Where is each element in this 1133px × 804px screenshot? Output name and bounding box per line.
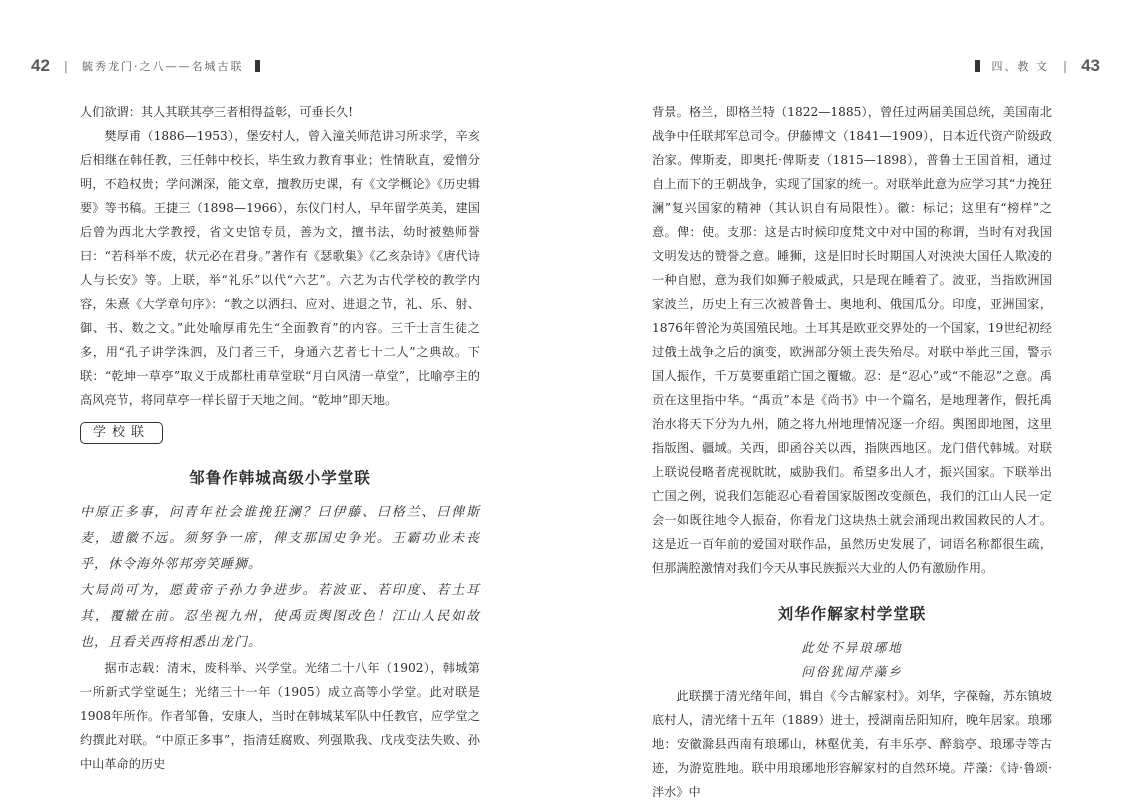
couplet-line: 大局尚可为，愿黄帝子孙力争进步。若波亚、若印度、若土耳其，覆辙在前。忍坐视九州，使禹贡舆图改色！江山人民如故也，且看关西将相悉出龙门。 [80, 583, 480, 650]
paragraph: 背景。格兰，即格兰特（1822—1885），曾任过两届美国总统，美国南北战争中任联邦军总司令。伊藤博文（1841—1909），日本近代资产阶级政治家。俾斯麦，即奥托·俾斯麦（1815—1898），普鲁士王国首相，通过自上而下的王朝战争，实现了国家的统一。对联举此意为应学习其“力挽狂澜”复兴国家的精神（其认识自有局限性）。徽：标记；这里有“榜样”之意。俾：使。支那：这是古时候印度梵文中对中国的称谓，当时有对我国文明发达的赞誉之意。睡狮，这是旧时长时期国人对泱泱大国任人欺凌的一种自慰，意为我们如狮子般威武，只是现在睡着了。波亚，当指欧洲国家波兰，历史上有三次被普鲁士、奥地利、俄国瓜分。印度，亚洲国家，1876年曾沦为英国殖民地。土耳其是欧亚交界处的一个国家，19世纪初经过俄土战争之后的演变，欧洲部分领土丧失殆尽。对联中举此三国，警示国人振作，千万莫要重蹈亡国之覆辙。忍：是“忍心”或“不能忍”之意。禹贡在这里指中华。“禹贡”本是《尚书》中一个篇名，是地理著作，假托禹治水将天下分为九州，随之将九州地理情况逐一介绍。舆图即地图，这里指版图、疆域。关西，即函谷关以西，指陕西地区。龙门借代韩城。对联上联说侵略者虎视眈眈，威胁我们。希望多出人才，振兴国家。下联举出亡国之例，说我们怎能忍心看着国家版图改变颜色，我们的江山人民一定会一如既往地令人振奋，你看龙门这块热土就会涌现出救国救民的人才。这是近一百年前的爱国对联作品，虽然历史发展了，词语名称都很生疏，但那满腔激情对我们今天从事民族振兴大业的人仍有激励作用。 [652, 105, 1052, 575]
running-title-left: 毓秀龙门·之八——名城古联 [81, 60, 244, 73]
header-right [963, 54, 1100, 78]
header-block-mark [255, 60, 260, 72]
running-title-right: 四、教 文 [991, 60, 1050, 73]
header-block-mark [975, 60, 980, 72]
header-left [31, 54, 272, 78]
right-page-body [652, 100, 1052, 804]
section-tag: 学校联 [80, 422, 163, 444]
header-separator: | [1063, 59, 1068, 73]
left-page-body [80, 100, 480, 776]
paragraph: 樊厚甫（1886—1953），堡安村人，曾入潼关师范讲习所求学，辛亥后相继在韩任教，三任韩中校长，毕生致力教育事业；性情耿直，爱憎分明，不趋权贵；学问渊深，能文章，擅教历史课，有《文学概论》《历史辑要》等书稿。王捷三（1898—1966），东仪门村人，早年留学英美，建国后曾为西北大学教授，省文史馆专员，善为文，擅书法，幼时被塾师誉曰：“若科举不废，状元必在君身。”著作有《瑟歌集》《乙亥杂诗》《唐代诗人与长安》等。上联，举“礼乐”以代“六艺”。六艺为古代学校的教学内容，朱熹《大学章句序》：“教之以洒扫、应对、进退之节，礼、乐、射、御、书、数之文。”此处喻厚甫先生“全面教育”的内容。三千士言生徒之多，用“孔子讲学洙泗，及门者三千，身通六艺者七十二人”之典故。下联：“乾坤一草亭”取义于成都杜甫草堂联“月白风清一草堂”，比喻亭主的高风亮节，将同草亭一样长留于天地之间。“乾坤”即天地。 [80, 129, 480, 407]
paragraph: 此联撰于清光绪年间，辑自《今古解家村》。刘华，字葆翰，苏东镇坡底村人，清光绪十五年（1889）进士，授湖南岳阳知府，晚年居家。琅琊地：安徽滁县西南有琅琊山，林壑优美，有丰乐亭、醉翁亭、琅琊寺等古迹，为游览胜地。联中用琅琊地形容解家村的自然环境。芹藻：《诗·鲁颂·泮水》中 [652, 689, 1052, 799]
page-number-right: 43 [1081, 56, 1100, 75]
couplet-line: 此处不异琅琊地 [801, 640, 903, 655]
couplet-line: 中原正多事，问青年社会谁挽狂澜？曰伊藤、曰格兰、曰俾斯麦，遗徽不远。须努争一席，俾支那国史争光。王霸功业未丧乎，休令海外邻邦旁笑睡狮。 [80, 505, 480, 572]
page-number-left: 42 [31, 56, 50, 75]
header-separator: | [63, 59, 68, 73]
couplet-heading: 刘华作解家村学堂联 [777, 604, 927, 623]
paragraph: 据市志载：清末，废科举、兴学堂。光绪二十八年（1902），韩城第一所新式学堂诞生；光绪三十一年（1905）成立高等小学堂。此对联是1908年所作。作者邹鲁，安康人，当时在韩城某军队中任教官，应学堂之约撰此对联。“中原正多事”，指清廷腐败、列强欺我、戊戌变法失败、孙中山革命的历史 [80, 661, 480, 771]
couplet-heading: 邹鲁作韩城高级小学堂联 [189, 468, 371, 487]
paragraph: 人们欲谓：其人其联其亭三者相得益彰，可垂长久! [80, 105, 354, 119]
couplet-line: 问俗犹闻芹藻乡 [801, 664, 903, 679]
